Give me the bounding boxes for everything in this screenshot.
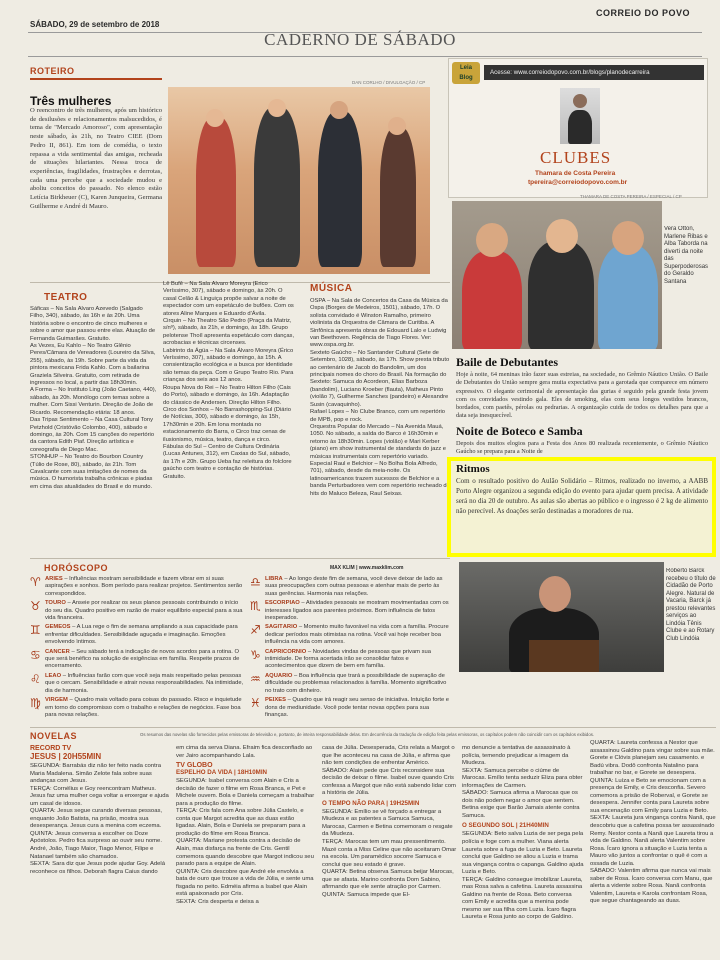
baile-title: Baile de Debutantes [456, 355, 558, 369]
novelas-column-2 [176, 745, 316, 955]
sign-text: – Ao longo deste fim de semana, você deve deixar de lado as suas preocupações com outras pessoas e atenhar mais de perto às suas gerências. Harmonia nas relações. [265, 576, 443, 597]
horoscope-sign [30, 673, 245, 695]
taurus-icon: ♉ [30, 599, 41, 614]
sign-text: – Influências mostram sensibilidade e fazem vibrar em si suas aspirações e sonhos. Bom período para realizar projetos. Sentimentos serão correspondidos. [45, 576, 243, 597]
horoscopo-byline: MAX KLIM | www.maxklim.com [330, 565, 404, 571]
clubes-photo-caption: Vera Otton, Marlene Ribas e Alba Taborda na diverti da noite das Superpoderosas do Geraldo Santana [664, 226, 709, 285]
blog-logo [452, 62, 480, 84]
sign-text: – Seu sábado terá a indicação de novos acordos para a rotina. O que será benéfico na solução de exigências em família. Respeite prazos de encerramento. [45, 648, 240, 670]
horoscope-sign [250, 576, 450, 598]
sign-text: – Novidades vindas de pessoas que privam sua intimidade. De forma acertada irão se consolidar fatos e acontecimentos que dizem de bem em família. [265, 648, 431, 670]
aquarius-icon: ♒ [250, 671, 261, 686]
novelas-disclaimer: Os resumos das novelas são fornecidos pelas emissoras de televisão e, portanto, de inteira responsabilidade delas. Em decorrência da tradução de edição feita pelas emissoras, os capítulos podem não coincidir com os capítulos exibidos. [140, 732, 595, 737]
section-teatro-label: TEATRO [44, 292, 88, 303]
roberto-caption: Roberto Barck recebeu o título de Cidadão de Porto Alegre. Natural de Vacaria, Barck já prestou relevantes serviços ao Lindóia Tênis Clube e ao Rotary Club Lindóia [666, 568, 716, 642]
sign-text: – Atividades pessoais se mostram movimentadas com os interesses ligados aos parentes próximos. Bom influência de fatos inesperados. [265, 600, 449, 622]
section-roteiro-bar [30, 78, 162, 80]
header-divider-bottom [28, 56, 702, 57]
columnist-photo [560, 88, 600, 144]
clubes-email[interactable]: tpereira@correiodopovo.com.br [528, 179, 628, 186]
roteiro-body: O reencontro de três mulheres, após um histórico de desilusões e relacionamentos malsucedidos, é tema de "Mercado Amoroso", com apresentação neste sábado, às 21h, no Teatro CIEE (Dom Pedro II, 861). Em tom de comédia, o texto repassa a vida sentimental das amigas, recheada de situações hilariantes. Nessa troca de experiências, fragilidades, frustrações e derrotas, cada uma percebe que a sociedade mudou e aboliu conceitos do passado. No elenco estão Letícia Birkheuer (C), Karen Junqueira, Germana Guilherme e André di Mauro. [30, 107, 162, 210]
capricorn-icon: ♑ [250, 647, 261, 662]
clubes-photo-credit: THAMARA DE COSTA PEREIRA / ESPECIAL / CP [580, 194, 682, 199]
sign-text: – Momento muito favorável na vida com a família. Procure dedicar períodos mais otimistas na rotina. Você vai hoje receber boa influência na vida com amores. [265, 624, 449, 646]
sign-text: – A Lua rege o fim de semana ampliando a sua capacidade para enfrentar dificuldades. Sensibilidade aguçada e imaginação. Emoções envolvendo ìntimos. [45, 624, 238, 646]
roteiro-photo-credit: DAN CORLHO / DIVULGAÇÃO / CP [352, 80, 426, 85]
section-musica-label: MÚSICA [310, 283, 353, 294]
novelas-column-4 [462, 745, 584, 955]
horoscopo-right-column [250, 576, 450, 722]
novelas-column-1-text: SEGUNDA: Barrabás diz não ter feito nada contra Maria Madalena. Simão Zelote fala sobre suas andanças com Jesus. TERÇA: Cornélius e Goy reencontram Matheus. Jesus faz uma mulher cega voltar a enxergar e ajuda um casal de idosos. QUARTA: Jesus segue curando diversas pessoas, enquanto João Batista, na prisão, mostra sua desesperança. Jesus cura a menina com eczema. QUINTA: Jesus conversa a escolher os Doze Apóstolos. Pedro fica surpreso ao ouvir seu nome. André, João, Tiago Maior, Tiago Menor, Filipe e Natanael também são chamados. SEXTA: Sara diz que Jesus pode ajudar Goy. Adelá reconhece os filhos. Deborah flagra Caius dando [30, 763, 169, 875]
horoscope-sign [250, 649, 450, 671]
horoscope-sign [250, 673, 450, 695]
noite-body: Depois dos muitos elogios para a Festa dos Anos 80 realizada recentemente, o Grêmio Náutico Gaúcho se prepara para a Noite de [456, 440, 708, 456]
sign-name: VIRGEM [45, 697, 68, 704]
sign-name: TOURO [45, 600, 66, 607]
section-novelas-label: NOVELAS [30, 731, 78, 741]
clubes-title: CLUBES [540, 148, 612, 167]
libra-icon: ♎ [250, 576, 261, 589]
teatro-column-1: Sáficas – Na Sala Álvaro Azevedo (Salgado Filho, 340), sábado, às 16h e às 20h. Uma história sobre o encontro de cinco mulheres e sobre o amor que passou entre elas. Atuação de Fernanda Guimarães. Gratuito. As Vezes, Eu Kahlo – No Teatro Glênio Peres/Câmara de Vereadores (Loureiro da Silva, 255), sábado, às 19h. Sobre parte da vida da pintora mexicana Frida Kahlo. Com a bailarina Graziela Silveira. Gratuito, com retirada de ingressos no local, a partir das 18h30min. A Forma – No Instituto Ling (João Caetano, 440), sábado, às 20h. Monólogo com temas sobre a mulher. Com Sissi Venturin. Direção de João de Ricardo. Recomendação etária: 18 anos. Das Tripas Sentimento – Na Casa Cultural Tony Petzhold (Cristóvão Colombo, 400), sábado e domingo, às 20h. Com 15 canções do repertório da cantora Edith Piaf. Direção artística e coreografia de Diego Mac. STONHUP – No Teatro do Bourbon Country (Túlio de Rose, 80), sábado, às 21h. Tom Cavalcante com suas imitações de nomes da música. O humorista trabalha crônicas e piadas em cima das atualidades do Brasil e do mundo. [30, 306, 157, 490]
sign-text: – Quadro que irá reagir seu senso de iniciativa. Intuição forte e dons de mediunidade. Você pode tentar novas opções para sua finanças. [265, 697, 450, 718]
virgo-icon: ♍ [30, 696, 41, 711]
horoscope-sign [30, 600, 245, 622]
roteiro-photo [168, 87, 430, 274]
sign-name: SAGITÁRIO [265, 624, 298, 631]
sign-text: – Quadro mais voltado para coisas do passado. Risco e inquietude em torno do compromisso com o trabalho e relações de negócios. Fase boa para novas relações. [45, 697, 242, 718]
roteiro-headline: Três mulheres [30, 94, 112, 108]
clubes-author: Thamara de Costa Pereira [535, 170, 616, 177]
show-espelho-da-vida: ESPELHO DA VIDA | 18H10MIN [176, 769, 268, 777]
scorpio-icon: ♏ [250, 599, 261, 614]
novelas-column-3-text: casa de Júlia. Desesperada, Cris relata a Margot o que lhe aconteceu na casa de Júlia, e afirma que não tem condições de enfrentar Américo. SÁBADO: Alain pede que Cris reconsidere sua decisão de deixar o filme. Isabel ouve quando Cris confessa a Margot que não está sabendo lidar com a história de Júlia. [322, 745, 456, 797]
horoscope-sign [250, 697, 450, 719]
ritmos-title: Ritmos [456, 463, 490, 475]
horoscope-sign [30, 697, 245, 719]
novelas-column-4-text: mo denuncie a tentativa de assassinato à polícia, temendo prejudicar a imagem da Miudeza. SEXTA: Samuca percebe o ciúme de Marocas. Emílio tenta seduzir Eliza para obter informações de Carmen. SÁBADO: Samuca afirma a Marocas que os dois não podem negar o amor que sentem. Betina exige que Barão Jamais atente contra Samuca. [462, 745, 583, 819]
novelas-column-2-intro: em cima da serva Diana. Efraim fica desconfiado ao ver Jairo acompanhando Lala. [176, 745, 313, 759]
novelas-top-rule [30, 727, 716, 728]
sign-name: AQUÁRIO [265, 672, 293, 679]
horoscope-sign [30, 649, 245, 671]
novelas-column-5 [590, 740, 716, 956]
show-jesus: JESUS | 20H55MIN [30, 752, 102, 761]
teatro-column-2: Lê Bufê – Na Sala Álvaro Moreyra (Érico Veríssimo, 307), sábado e domingo, às 20h. O casal Celão & Linguiça propõe salvar a noite de espectador com um espetáculo de bufões. Com os atores Aline Marques e Eduardo d'Ávila. Cirquin – No Theatro São Pedro (Praça da Matriz, s/nº), sábado, às 21h, e domingo, às 18h. Grupo pelotense Thoíl apresenta espetáculo com danças, acrobacias e técnicas circenses. Labirinto da Ágüa – Na Sala Álvaro Moreyra (Érico Veríssimo, 307), sábado e domingo, às 15h. A consientização ecológica e a busca por identidade são temas da peça. Com o Grupo Teatro Rio. Para crianças dos seis aos 12 anos. Roupa Nova do Rei – No Teatro Hilton Filho (Cais do Porto), sábado e domingo, às 16h. Adaptação do clássico de Andersen. Direção Hilton Filho. Circo dos Sonhos – No Barrashopping-Sul (Diário de Notícias, 300), sábado e domingo, às 15h, 17h30min e 20h. Em lona montada no estacionamento do Barra, o Circo traz cenas de ilusionismo, música, teatro, dança e circo. Fábulas do Sul – Centro de Cultura Ordinária (Lucas Antunes, 312), em Caxias do Sul, sábado, às 17h e 20h. Grupo Ueba faz releitura do folclore gaúcho com teatro e contação de histórias. Gratuito. [163, 281, 295, 480]
channel-tv-globo: TV GLOBO [176, 762, 213, 770]
sagittarius-icon: ♐ [250, 623, 261, 638]
sign-name: LEÃO [45, 672, 62, 679]
sign-name: ESCORPIÃO [265, 600, 300, 607]
sign-name: PEIXES [265, 697, 286, 704]
horoscope-sign [30, 624, 245, 646]
show-segundo-sol: O SEGUNDO SOL | 21H40MIN [462, 822, 549, 830]
noite-title: Noite de Boteco e Samba [456, 424, 583, 438]
horoscopo-left-column [30, 576, 245, 722]
sign-text: – Influências farão com que você seja mais respeitado pelas pessoas que o cercam. Sensibilidade e atrair novas responsabilidades. Na intimidade, dia de harmonia. [45, 672, 244, 694]
channel-record-tv: RECORD TV [30, 745, 72, 752]
horoscope-sign [250, 600, 450, 622]
section-horoscopo-label: HORÓSCOPO [44, 563, 109, 573]
aries-icon: ♈ [30, 576, 41, 589]
horoscope-sign [250, 624, 450, 646]
section-roteiro-label: ROTEIRO [30, 66, 75, 76]
novelas-column-3b-text: SEGUNDA: Emílio se vê forçado a entregar a Miudeza e as patentes a Samuca Samuca, Marocas, Carmen e Betina comemoram o resgate da Miudeza. TERÇA: Marocas tem um mau pressentimento. Mazé conta a Miss Celine que não aceitaram Omar na escola. Um paramédico socorre Samuca e conclui que seu estado é grave. QUARTA: Betina observa Samuca beijar Marocas, que se afasta. Marino confronta Dom Sabino, afirmando que ele sente atração por Carmen. QUINTA: Samuca impede que El- [322, 808, 457, 898]
sign-name: CAPRICÓRNIO [265, 648, 307, 655]
roberto-barck-photo [459, 562, 664, 672]
blog-url-bar[interactable]: Acesse: www.correiodopovo.com.br/blogs/planodecarreira [484, 65, 704, 80]
gemini-icon: ♊ [30, 623, 41, 638]
horoscopo-top-rule [30, 558, 450, 559]
page-title: CADERNO DE SÁBADO [264, 30, 456, 49]
sign-text: – Anseie por realizar os seus planos pessoais contribuindo o início do seu dia. Quadro positivo em razão de maior equilíbrio especial para a sua vida financeira. [45, 600, 243, 622]
sign-name: CÂNCER [45, 648, 70, 655]
novelas-column-4b-text: SEGUNDA: Beto salva Luzia de ser pega pela polícia e foge com a mulher. Viana alerta Laureta sobre a fuga de Luzia e Beto. Laureta conclui que Galdino se aliou a Luzia e trama sua vingança contra o capanga. Galdino ajuda Luzia e Beto. TERÇA: Galdino consegue imobilizar Laureta, mas Rosa salva a cafetina. Laureta assassina Galdino na frente de Rosa. Beto conversa com Emily e acredita que a menina pode mesmo ser sua filha com Luzia. Ícaro flagra Laureta e Rosa junto ao corpo de Galdino. [462, 831, 584, 921]
baile-body: Hoje à noite, 64 meninas irão fazer suas estreias, na sociedade, no Grêmio Náutico União. O Baile de Debutantes do União sempre gera muita expectativa para a garotada que comparece em número expressivo. O elegante cerimonial de apresentação das gurias é seguido pela grande festa jovem com os convidados vestindo gala. Eles de smoking, elas com seus longos vestidos brancos, bordados, com paetês, pérolas ou pedrarias. A organização cuida de todos os detalhes para que a data seja inesquecível. [456, 371, 708, 420]
novelas-column-1 [30, 745, 170, 955]
musica-body: OSPA – Na Sala de Concertos da Casa da Música da Ospa (Borges de Medeiros, 1501), sábado, 17h. O solista convidado é Winston Ramalho, primeiro violinista da Orquestra de Câmara de Curitiba. A Sinfônica apresenta obras de Edouard Lalo e Ludwig van Beethoven. Regência de Tiago Flores. Ver: www.ospa.org.br. Sexteto Gaúcho – No Santander Cultural (Sete de Setembro, 1028), sábado, às 17h. Show presta tributo ao centenário de Jacob do Bandolim, um dos principais nomes do choro do Brasil. Na formação do Sexteto: Samuca do Acordeon, Elias Barboza (bandolim), Luciano Kroeber (flauta), Matheus Pinto (violão 7), Guilherme Sanches (pandeiro) e Alexandre Susin (cavaquinho). Rafael Lopes – No Clube Branco, com um repertório de MPB, pop e rock. Orquestra Popular do Mercado – Na Avenida Mauá, 1050. No sábado, a saída do Barco é 16h30min e retorno às 18h30min. Lopes (violão) e Mari Kerber (piano) em show instrumental de standards do jazz e músicas instrumentais com repertório variado. Especial Raul e Belchior – No Bolha Bola Alfredo, 701), sábado, desde da meia-noite. Os latinoamericanos trazem sucessos de Belchior e a banda Perturbadores vem com repertório recheado de hits do Maluco Beleza, Raul Seixas. [310, 298, 450, 497]
sign-name: LIBRA [265, 576, 283, 582]
horoscope-sign [30, 576, 245, 598]
blog-logo-bottom: Blog [459, 75, 473, 81]
sign-name: ÁRIES [45, 576, 63, 582]
pisces-icon: ♓ [250, 696, 261, 711]
cancer-icon: ♋ [30, 647, 41, 662]
show-o-tempo-nao-para: O TEMPO NÃO PARA | 19H25MIN [322, 799, 420, 807]
ritmos-body: Com o resultado positivo do Aulão Solidário – Ritmos, realizado no inverno, a AABB Porto Alegre organizou a segunda edição do evento para ajudar quem precisa. A atividade será no dia 20 de outubro. As aulas são abertas ao público e o ingresso é 2 kg de alimento não perecível. As doações serão destinadas a moradores de rua. [456, 477, 708, 516]
blog-logo-top: Leia [459, 65, 472, 71]
header-date: SÁBADO, 29 de setembro de 2018 [30, 20, 160, 29]
sign-name: GÊMEOS [45, 624, 71, 631]
novelas-column-2-text: SEGUNDA: Isabel conversa com Alain e Cris a decisão de fazer o filme em Rosa Branca, e Pet e Michele ouvem. Bola e Daniela começam a trabalhar para a produção do filme. TERÇA: Cris fala com Ana sobre Júlia Castelo, e conta que Margot acredita que as duas estão ligadas. Alain, Bola e Daniela se preparam para a produção do filme em Rosa Branca. QUARTA: Mariane protesta contra a decisão de Alain, mas disfarça na frente de Cris. Gentil comemora quando descobre que Margot indicou seu parado para a equipe de Alain. QUINTA: Cris descobre que André ele envolvia a bata de ouro que trouxe a vida de Júlia, e sente uma fisgada no peito. Edméia afirma a Isabel que Alain está apaixonado por Cris. SEXTA: Cris desperta e deixa a [176, 778, 315, 905]
leo-icon: ♌ [30, 671, 41, 686]
novelas-column-5-text: QUARTA: Laureta confessa a Nestor que assassinou Galdino para vingar sobre sua mãe. Gorete e Clóvis planejam seu casamento. e Badú vibra. Dodô confronta Natalino para trabalhar no bar, e Gorete se desespera. QUINTA: Luíza e Beto se emocionam com a presença de Emily, e Cris desconfia. Severo comemora a prisão de Roberval, e Gorete se desespera. Jennifer conta para Laureta sobre sua encenação com Emily para Luzia e Beto. SEXTA: Laureta jura vingança contra Nanã, que descobriu que a cafetina possa ter assassinado Remy. Nestor conta a Nanã que Laureta tirou a vida de Galdino. Nanã alerta Valentim sobre Rosa. Ícaro ignora a situação e Luzia tenta a Mauro vão juntos a confrontar o quê é com a ossada de Luzia. SÁBADO: Valentim afirma que nunca vai mais saber de Rosa. Ícaro conversa com Manu, que alerta a vidente sobre Rosa. Nanã confronta Valentim, Laureta e Karola confrontam Rosa, que segue chantageando as duas. [590, 740, 716, 905]
header-newspaper-name: CORREIO DO POVO [595, 8, 690, 18]
clubes-photo-superpoderosas [452, 201, 662, 349]
sign-text: – Boa influência que trará a possibilidade de superação de dificuldade ou problemas relacionados à família. Momento significativo no trato com dinheiro. [265, 672, 447, 694]
novelas-column-3 [322, 745, 457, 955]
